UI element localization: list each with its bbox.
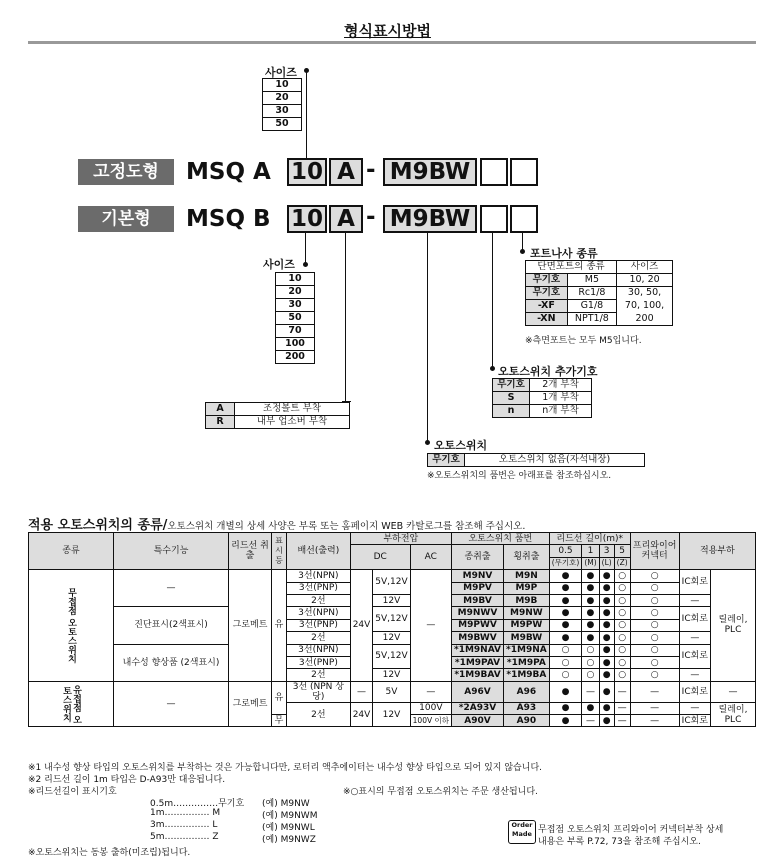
type-leader xyxy=(345,233,346,401)
port-table xyxy=(525,260,673,326)
circle-note: ※○표시의 무접점 오토스위치는 주문 생산됩니다. xyxy=(343,787,538,797)
voltage-cell: 5V,12V xyxy=(373,570,410,595)
lead-length-mark: — xyxy=(614,702,630,714)
port-label: 포트나사 종류 xyxy=(530,247,598,260)
col-len-value: 0.5 xyxy=(549,545,582,557)
model-fixed-switch: M9BW xyxy=(383,158,477,186)
port-thread: NPT1/8 xyxy=(567,313,616,326)
lead-length-mark: — xyxy=(614,715,630,727)
lead-length-mark: ○ xyxy=(614,594,630,606)
lead-length-mark: ● xyxy=(582,570,599,582)
model-fixed-suffix-1 xyxy=(480,158,508,186)
func-cell: — xyxy=(114,570,229,607)
lead-length-mark: ○ xyxy=(582,669,599,681)
table-subtitle: 오토스위치 개별의 상세 사양은 부록 또는 홈페이지 WEB 카탈로그를 참조해 주십시오. xyxy=(167,521,526,532)
port-code: -XF xyxy=(526,300,568,313)
switch-add-desc: 1개 부착 xyxy=(530,392,592,405)
col-len-code: (무기호) xyxy=(549,557,582,569)
dc-cell: 24V xyxy=(350,702,373,727)
part-horizontal: M9P xyxy=(504,582,550,594)
dc-cell: — xyxy=(350,681,373,702)
part-horizontal: M9N xyxy=(504,570,550,582)
lead-length-mark: ● xyxy=(582,594,599,606)
switch-code: 무기호 xyxy=(428,454,465,467)
port-thread: G1/8 xyxy=(567,300,616,313)
part-horizontal: M9BW xyxy=(504,632,550,644)
note-1: ※1 내수성 향상 타입의 오토스위치를 부착하는 것은 가능합니다만, 로터리 액추에이터는 내수성 향상 타입으로 되어 있지 않습니다. xyxy=(28,763,542,773)
voltage-cell: 5V,12V xyxy=(373,607,410,632)
load-cell: 릴레이, PLC xyxy=(711,570,756,682)
size-bottom-value: 100 xyxy=(276,338,315,351)
size-top-value: 20 xyxy=(263,92,302,105)
size-top-value: 30 xyxy=(263,105,302,118)
col-kind: 종류 xyxy=(29,533,114,570)
switch-add-table xyxy=(492,378,592,418)
lead-length-mark: ○ xyxy=(614,570,630,582)
col-horizontal: 횡취출 xyxy=(504,545,550,570)
lead-length-mark: ● xyxy=(582,632,599,644)
switch-add-code: S xyxy=(493,392,530,405)
lead-length-mark: ● xyxy=(549,607,582,619)
lead-length-mark: ○ xyxy=(614,656,630,668)
size-top-leader xyxy=(306,70,307,158)
table-row xyxy=(29,570,756,582)
table-row xyxy=(29,644,756,656)
lead-length-mark: ● xyxy=(549,632,582,644)
dc-cell: 5V xyxy=(373,681,410,702)
prewire-mark: ○ xyxy=(630,594,679,606)
lead-length-mark: ● xyxy=(599,582,614,594)
voltage-cell: 12V xyxy=(373,594,410,606)
size-top-table xyxy=(262,78,302,131)
lead-length-mark: ● xyxy=(549,702,582,714)
lead-length-mark: ○ xyxy=(614,632,630,644)
part-vertical: *1M9BAV xyxy=(451,669,503,681)
lead-cell: 그로메트 xyxy=(229,681,272,727)
col-prewire: 프리와이어 커넥터 xyxy=(630,533,679,570)
prewire-mark: ○ xyxy=(630,570,679,582)
lead-length-mark: ○ xyxy=(614,582,630,594)
adjust-table xyxy=(205,402,350,429)
note-2: ※2 리드선 길이 1m 타입은 D-A93만 대응됩니다. xyxy=(28,775,226,785)
lead-code-row: 5m…………… Z xyxy=(150,832,219,842)
size-bottom-value: 10 xyxy=(276,273,315,286)
func-cell: — xyxy=(114,681,229,727)
col-ac: AC xyxy=(410,545,451,570)
size-bottom-table xyxy=(275,272,315,364)
size-bottom-leader xyxy=(305,233,306,263)
table-title: 적용 오토스위치의 종류/ xyxy=(28,518,168,533)
port-header: 사이즈 xyxy=(617,261,673,274)
col-len-code: (Z) xyxy=(614,557,630,569)
lead-length-mark: ● xyxy=(599,619,614,631)
part-vertical: M9BWV xyxy=(451,632,503,644)
size-top-label: 사이즈 xyxy=(265,66,297,79)
voltage-cell: 5V,12V xyxy=(373,644,410,669)
lead-length-mark: ● xyxy=(549,570,582,582)
col-lead: 리드선 취출 xyxy=(229,533,272,570)
size-bottom-dot xyxy=(303,262,308,267)
size-top-value: 10 xyxy=(263,79,302,92)
wiring-cell: 3선(PNP) xyxy=(287,619,351,631)
lead-length-mark: ○ xyxy=(549,669,582,681)
ac-cell: 100V xyxy=(410,702,451,714)
port-dot xyxy=(520,249,525,254)
func-cell: 진단표시(2색표시) xyxy=(114,607,229,644)
bottom-note: ※오토스위치는 동봉 출하(미조립)됩니다. xyxy=(28,848,191,858)
port-size: 30, 50, xyxy=(617,287,673,300)
prewire-mark: — xyxy=(630,681,679,702)
prewire-mark: ○ xyxy=(630,619,679,631)
lead-cell: 그로메트 xyxy=(229,570,272,682)
lead-length-mark: ● xyxy=(599,715,614,727)
col-load: 적용부하 xyxy=(679,533,755,570)
load-cell: — xyxy=(711,681,756,702)
prewire-mark: — xyxy=(630,715,679,727)
order-made-icon: Order Made xyxy=(508,820,536,844)
size-bottom-value: 70 xyxy=(276,325,315,338)
switch-add-code: 무기호 xyxy=(493,379,530,392)
size-bottom-value: 30 xyxy=(276,299,315,312)
reed-rows xyxy=(29,681,756,727)
switch-leader xyxy=(427,233,428,442)
col-len-value: 1 xyxy=(582,545,599,557)
size-bottom-value: 20 xyxy=(276,286,315,299)
part-horizontal: M9PW xyxy=(504,619,550,631)
col-lead-len: 리드선 길이(m)* xyxy=(549,533,630,545)
model-fixed-prefix: MSQ A xyxy=(186,159,271,185)
lead-length-mark: ○ xyxy=(549,644,582,656)
load-cell: 릴레이, PLC xyxy=(711,702,756,727)
kind-cell: 유접점 오토스위치 xyxy=(29,681,114,727)
wiring-cell: 2선 xyxy=(287,669,351,681)
part-horizontal: M9B xyxy=(504,594,550,606)
switch-add-dot xyxy=(490,366,495,371)
wiring-cell: 2선 xyxy=(287,594,351,606)
model-basic-size: 10 xyxy=(287,205,327,233)
model-basic-switch: M9BW xyxy=(383,205,477,233)
port-code: 무기호 xyxy=(526,274,568,287)
table-row xyxy=(29,681,756,702)
adjust-code: A xyxy=(206,403,235,416)
lead-length-mark: ● xyxy=(599,702,614,714)
model-basic-suffix-2 xyxy=(510,205,538,233)
func-cell: 내수성 향상품 (2색표시) xyxy=(114,644,229,681)
switch-dot xyxy=(425,440,430,445)
port-thread: Rc1/8 xyxy=(567,287,616,300)
ic-cell: IC회로 xyxy=(679,644,710,669)
part-horizontal: M9NW xyxy=(504,607,550,619)
prewire-mark: ○ xyxy=(630,607,679,619)
part-vertical: M9NV xyxy=(451,570,503,582)
switch-add-code: n xyxy=(493,405,530,418)
adjust-desc: 내부 업소버 부착 xyxy=(235,416,350,429)
lead-length-mark: — xyxy=(582,681,599,702)
size-bottom-value: 50 xyxy=(276,312,315,325)
port-code: 무기호 xyxy=(526,287,568,300)
lead-length-mark: ● xyxy=(599,570,614,582)
col-len-value: 3 xyxy=(599,545,614,557)
ic-cell: — xyxy=(679,702,710,714)
model-basic-type: A xyxy=(329,205,363,233)
model-fixed-suffix-2 xyxy=(510,158,538,186)
col-vertical: 종취출 xyxy=(451,545,503,570)
lead-length-mark: ● xyxy=(549,582,582,594)
lead-code-example: (예) M9NWZ xyxy=(262,835,316,845)
model-basic-suffix-1 xyxy=(480,205,508,233)
col-dc: DC xyxy=(350,545,410,570)
indicator-cell: 유 xyxy=(272,570,287,682)
col-len-code: (L) xyxy=(599,557,614,569)
lead-length-mark: ● xyxy=(599,644,614,656)
wiring-cell: 3선(PNP) xyxy=(287,582,351,594)
switch-add-label: 오토스위치 추가기호 xyxy=(498,365,598,378)
part-horizontal: *1M9PA xyxy=(504,656,550,668)
lead-length-mark: ○ xyxy=(614,619,630,631)
lead-length-mark: ● xyxy=(599,607,614,619)
lead-length-mark: ○ xyxy=(614,644,630,656)
order-made-text: 무접점 오토스위치 프리와이어 커넥터부착 상세 xyxy=(538,825,724,835)
page-title: 형식표시방법 xyxy=(344,22,431,40)
lead-length-mark: — xyxy=(582,715,599,727)
prewire-mark: — xyxy=(630,702,679,714)
lead-length-mark: ● xyxy=(582,582,599,594)
ac-cell: — xyxy=(410,681,451,702)
switch-table xyxy=(427,453,645,467)
lead-length-mark: — xyxy=(614,681,630,702)
voltage-cell: 12V xyxy=(373,669,410,681)
size-top-value: 50 xyxy=(263,118,302,131)
lead-length-mark: ○ xyxy=(549,656,582,668)
prewire-mark: ○ xyxy=(630,644,679,656)
col-indicator: 표시등 xyxy=(272,533,287,570)
order-made-text: 내용은 부록 P.72, 73을 참조해 주십시오. xyxy=(538,837,701,847)
lead-length-mark: ● xyxy=(549,681,582,702)
model-fixed-size: 10 xyxy=(287,158,327,186)
voltage-cell: 12V xyxy=(373,632,410,644)
size-bottom-label: 사이즈 xyxy=(263,258,295,271)
col-func: 특수기능 xyxy=(114,533,229,570)
col-wiring: 배선(출력) xyxy=(287,533,351,570)
switch-add-leader xyxy=(492,233,493,368)
indicator-cell: 무 xyxy=(272,715,287,727)
col-len-value: 5 xyxy=(614,545,630,557)
wiring-cell: 3선(PNP) xyxy=(287,656,351,668)
switch-add-desc: 2개 부착 xyxy=(530,379,592,392)
lead-code-title: ※리드선길이 표시기호 xyxy=(28,787,117,797)
wiring-cell: 3선(NPN) xyxy=(287,644,351,656)
port-note: ※측면포트는 모두 M5입니다. xyxy=(525,336,642,346)
part-horizontal: A96 xyxy=(504,681,550,702)
switch-desc: 오토스위치 없음(자석내장) xyxy=(465,454,645,467)
size-bottom-value: 200 xyxy=(276,351,315,364)
prewire-mark: ○ xyxy=(630,582,679,594)
dc-cell: 12V xyxy=(373,702,410,727)
lead-code-row: 3m…………… L xyxy=(150,820,218,830)
ic-cell: — xyxy=(679,632,710,644)
lead-length-mark: ● xyxy=(599,656,614,668)
lead-length-mark: ● xyxy=(599,632,614,644)
port-size: 10, 20 xyxy=(617,274,673,287)
lead-code-row: 0.5m……………무기호 xyxy=(150,799,245,809)
part-vertical: *1M9NAV xyxy=(451,644,503,656)
ic-cell: — xyxy=(679,669,710,681)
lead-length-mark: ● xyxy=(582,607,599,619)
wiring-cell: 2선 xyxy=(287,702,351,727)
col-part: 오토스위치 품번 xyxy=(451,533,549,545)
wiring-cell: 3선 (NPN 상당) xyxy=(287,681,351,702)
part-horizontal: A90 xyxy=(504,715,550,727)
part-horizontal: *1M9BA xyxy=(504,669,550,681)
part-horizontal: A93 xyxy=(504,702,550,714)
title-divider xyxy=(28,41,756,44)
lead-code-example: (예) M9NWM xyxy=(262,811,318,821)
part-vertical: A96V xyxy=(451,681,503,702)
part-vertical: M9PV xyxy=(451,582,503,594)
switch-spec-table xyxy=(28,532,756,727)
prewire-mark: ○ xyxy=(630,632,679,644)
model-fixed-tag: 고정도형 xyxy=(78,159,174,185)
port-thread: M5 xyxy=(567,274,616,287)
lead-length-mark: ● xyxy=(549,715,582,727)
part-vertical: M9BV xyxy=(451,594,503,606)
model-basic-tag: 기본형 xyxy=(78,206,174,232)
model-fixed-dash: - xyxy=(366,157,376,183)
part-vertical: M9PWV xyxy=(451,619,503,631)
kind-cell: 무접점 오토스위치 xyxy=(29,570,114,682)
part-vertical: *1M9PAV xyxy=(451,656,503,668)
ic-cell: — xyxy=(679,594,710,606)
lead-length-mark: ● xyxy=(599,669,614,681)
prewire-mark: ○ xyxy=(630,656,679,668)
switch-note: ※오토스위치의 품번은 아래표를 참조하십시오. xyxy=(427,471,612,481)
ic-cell: IC회로 xyxy=(679,570,710,595)
ic-cell: IC회로 xyxy=(679,681,710,702)
lead-length-mark: ● xyxy=(582,619,599,631)
lead-length-mark: ● xyxy=(599,594,614,606)
adjust-code: R xyxy=(206,416,235,429)
table-row xyxy=(29,607,756,619)
lead-code-example: (예) M9NWL xyxy=(262,823,315,833)
adjust-desc: 조정볼트 부착 xyxy=(235,403,350,416)
port-code: -XN xyxy=(526,313,568,326)
lead-length-mark: ○ xyxy=(614,669,630,681)
model-basic-dash: - xyxy=(366,204,376,230)
lead-length-mark: ○ xyxy=(582,644,599,656)
lead-code-row: 1m…………… M xyxy=(150,808,221,818)
prewire-mark: ○ xyxy=(630,669,679,681)
part-horizontal: *1M9NA xyxy=(504,644,550,656)
ac-cell: 100V 이하 xyxy=(410,715,451,727)
lead-length-mark: ● xyxy=(582,702,599,714)
wiring-cell: 2선 xyxy=(287,632,351,644)
lead-code-example: (예) M9NW xyxy=(262,799,310,809)
part-vertical: *2A93V xyxy=(451,702,503,714)
model-basic-prefix: MSQ B xyxy=(186,206,271,232)
table-heading xyxy=(28,514,525,533)
port-size: 70, 100, xyxy=(617,300,673,313)
dc-cell: 24V xyxy=(350,570,373,682)
ic-cell: IC회로 xyxy=(679,607,710,632)
lead-length-mark: ○ xyxy=(614,607,630,619)
lead-length-mark: ● xyxy=(549,619,582,631)
part-vertical: A90V xyxy=(451,715,503,727)
col-len-code: (M) xyxy=(582,557,599,569)
port-size: 200 xyxy=(617,313,673,326)
model-fixed-type: A xyxy=(329,158,363,186)
wiring-cell: 3선(NPN) xyxy=(287,570,351,582)
lead-length-mark: ○ xyxy=(582,656,599,668)
indicator-cell: 유 xyxy=(272,681,287,714)
switch-add-desc: n개 부착 xyxy=(530,405,592,418)
switch-label: 오토스위치 xyxy=(434,439,488,452)
lead-length-mark: ● xyxy=(549,594,582,606)
wiring-cell: 3선(NPN) xyxy=(287,607,351,619)
ac-cell: — xyxy=(410,570,451,682)
port-header: 단면포트의 종류 xyxy=(526,261,617,274)
solid-state-rows xyxy=(29,570,756,682)
lead-length-mark: ● xyxy=(599,681,614,702)
col-load-voltage: 부하전압 xyxy=(350,533,451,545)
ic-cell: IC회로 xyxy=(679,715,710,727)
part-vertical: M9NWV xyxy=(451,607,503,619)
